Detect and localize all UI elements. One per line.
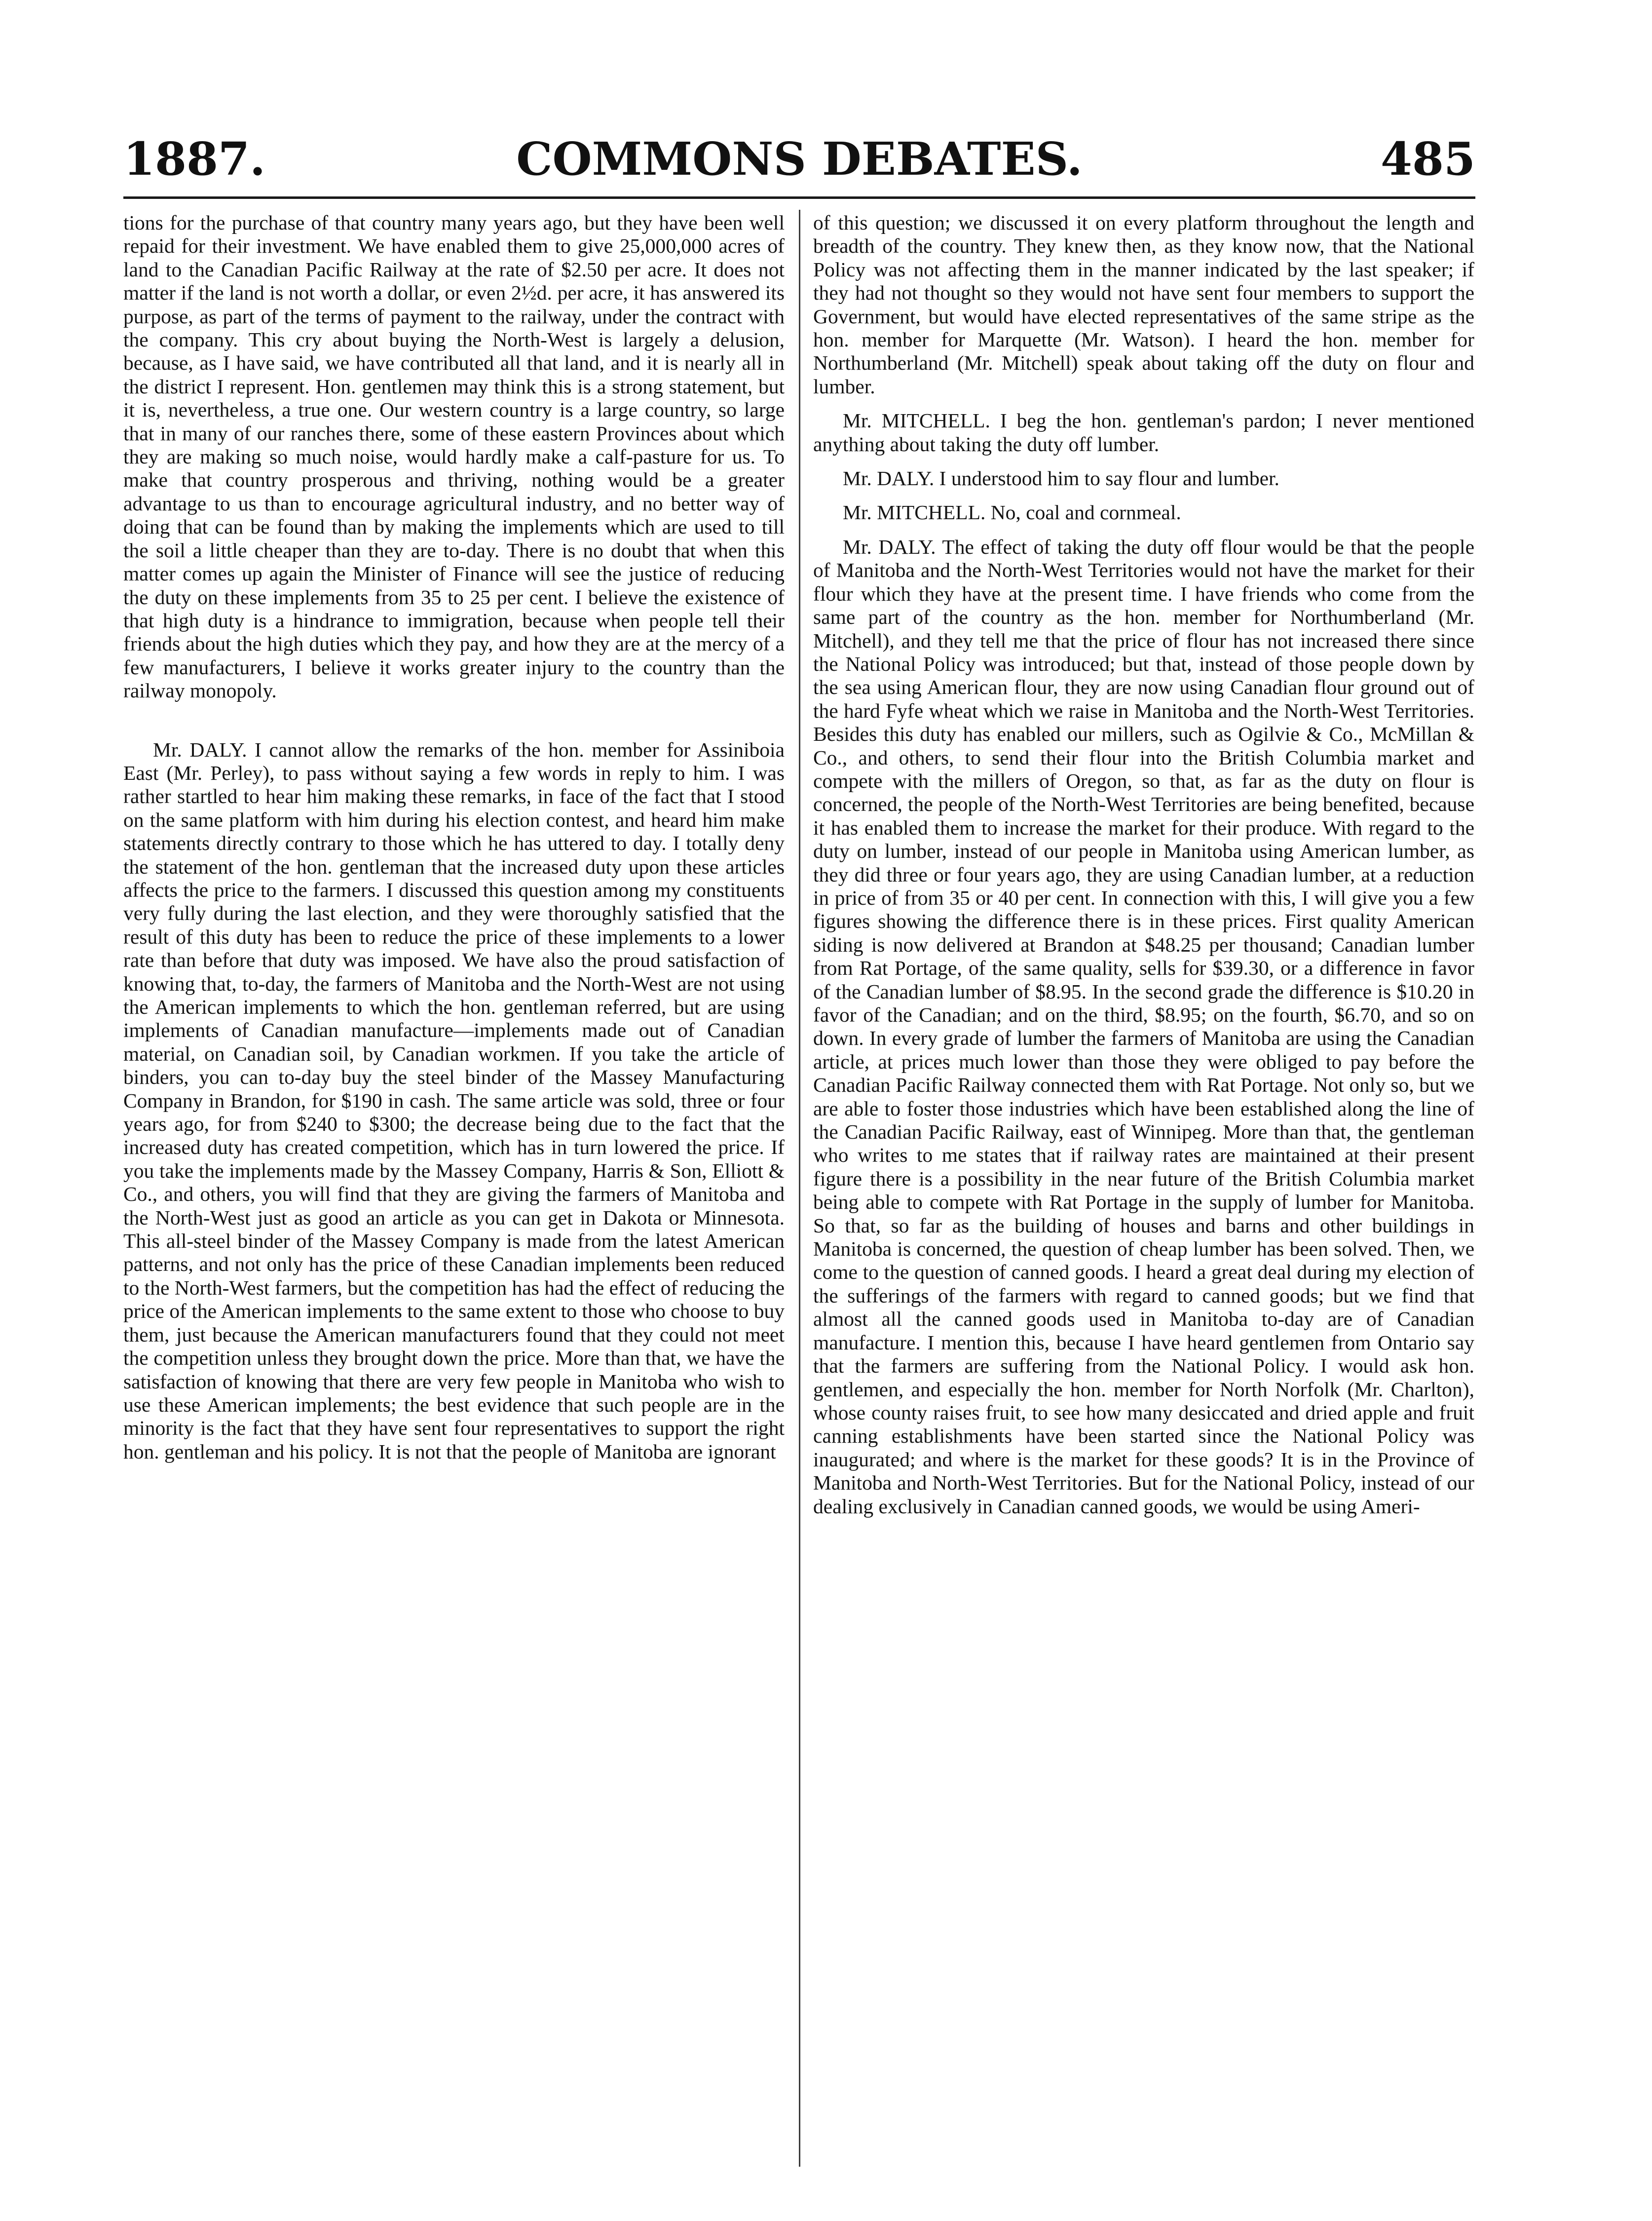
- paragraph-continued: tions for the purchase of that country many years ago, but they have been well repaid for their investment. We have enabled them to give 25,000,000 acres of land to the Canadian Pacific Railway at the rate of $2.50 per acre. It does not matter if the land is not worth a dollar, or even 2½d. per acre, it has answered its purpose, as part of the terms of payment to the railway, under the contract with the company. This cry about buying the North-West is largely a delusion, because, as I have said, we have contributed all that land, and it is nearly all in the district I represent. Hon. gentlemen may think this is a strong statement, but it is, nevertheless, a true one. Our western country is a large country, so large that in many of our ranches there, some of these eastern Provinces about which they are making so much noise, would hardly make a calf-pasture for us. To make that country prosperous and thriving, nothing would be a greater advantage to us than to encourage agricultural industry, and no better way of doing that can be found than by making the implements which are used to till the soil a little cheaper than they are to-day. There is no doubt that when this matter comes up again the Minister of Finance will see the justice of reducing the duty on these implements from 35 to 25 per cent. I believe the existence of that high duty is a hindrance to immigration, because when people tell their friends about the high duties which they pay, and how they are at the mercy of a few manufacturers, I believe it works greater injury to the country than the railway monopoly.: [123, 211, 785, 702]
- paragraph-mr-daly-understood: Mr. DALY. I understood him to say flour and lumber.: [843, 467, 1279, 490]
- left-column: [123, 211, 785, 2166]
- paragraph-mr-daly-flour: Mr. DALY. The effect of taking the duty off flour would be that the people of Manitoba and the North-West Territories would not have the market for their flour which they have at the present time. I have friends who come from the same part of the country as the hon. member for Northumberland (Mr. Mitchell), and they tell me that the price of flour has not increased there since the National Policy was introduced; but that, instead of those people down by the sea using American flour, they are now using Canadian flour ground out of the hard Fyfe wheat which we raise in Manitoba and the North-West Territories. Besides this duty has enabled our millers, such as Ogilvie & Co., McMillan & Co., and others, to send their flour into the British Columbia market and compete with the millers of Oregon, so that, as far as the duty on flour is concerned, the people of the North-West Territories are being benefited, because it has enabled them to increase the market for their produce. With regard to the duty on lumber, instead of our people in Manitoba using American lumber, as they did three or four years ago, they are using Canadian lumber, at a reduction in price of from 35 or 40 per cent. In connection with this, I will give you a few figures showing the difference there is in these prices. First quality American siding is now delivered at Brandon at $48.25 per thousand; Canadian lumber from Rat Portage, of the same quality, sells for $39.30, or a difference in favor of the Canadian lumber of $8.95. In the second grade the difference is $10.20 in favor of the Canadian; and on the third, $8.95; on the fourth, $6.70, and so on down. In every grade of lumber the farmers of Manitoba are using the Canadian article, at prices much lower than those they were obliged to pay before the Canadian Pacific Railway connected them with Rat Portage. Not only so, but we are able to foster those industries which have been established along the line of the Canadian Pacific Railway, east of Winnipeg. More than that, the gentleman who writes to me states that if railway rates are maintained at their present figure there is a possibility in the near future of the British Columbia market being able to compete with Rat Portage in the supply of lumber for Manitoba. So that, so far as the building of houses and barns and other buildings in Manitoba is concerned, the question of cheap lumber has been solved. Then, we come to the question of canned goods. I heard a great deal during my election of the sufferings of the farmers with regard to canned goods; but we find that almost all the canned goods used in Manitoba to-day are of Canadian manufacture. I mention this, because I have heard gentlemen from Ontario say that the farmers are suffering from the National Policy. I would ask hon. gentlemen, and especially the hon. member for North Norfolk (Mr. Charlton), whose county raises fruit, to see how many desiccated and dried apple and fruit canning establishments have been started since the National Policy was inaugurated; and where is the market for these goods? It is in the Province of Manitoba and North-West Territories. But for the National Policy, instead of our dealing exclusively in Canadian canned goods, we would be using Ameri-: [813, 535, 1474, 1518]
- header-rule: [123, 196, 1475, 199]
- right-column: [813, 211, 1474, 2166]
- publication-year: 1887.: [123, 132, 266, 186]
- publication-title: COMMONS DEBATES.: [516, 132, 1083, 186]
- page-number: 485: [1380, 132, 1475, 186]
- paragraph-continued-right: of this question; we discussed it on every platform throughout the length and breadth of the country. They knew then, as they know now, that the National Policy was not affecting them in the manner indicated by the last speaker; if they had not thought so they would not have sent four members to support the Government, but would have elected representatives of the same stripe as the hon. member for Marquette (Mr. Watson). I heard the hon. member for Northumberland (Mr. Mitchell) speak about taking off the duty on flour and lumber.: [813, 211, 1474, 398]
- column-divider: [799, 210, 800, 2167]
- paragraph-mr-daly-reply: Mr. DALY. I cannot allow the remarks of the hon. member for Assiniboia East (Mr. Perley), to pass without saying a few words in reply to him. I was rather startled to hear him making these remarks, in face of the fact that I stood on the same platform with him during his election contest, and heard him make statements directly contrary to those which he has uttered to day. I totally deny the statement of the hon. gentleman that the increased duty upon these articles affects the price to the farmers. I discussed this question among my constituents very fully during the last election, and they were thoroughly satisfied that the result of this duty has been to reduce the price of these implements to a lower rate than before that duty was imposed. We have also the proud satisfaction of knowing that, to-day, the farmers of Manitoba and the North-West are not using the American implements to which the hon. gentleman referred, but are using implements of Canadian manufacture—implements made out of Canadian material, on Canadian soil, by Canadian workmen. If you take the article of binders, you can to-day buy the steel binder of the Massey Manufacturing Company in Brandon, for $190 in cash. The same article was sold, three or four years ago, for from $240 to $300; the decrease being due to the fact that the increased duty has created competition, which has in turn lowered the price. If you take the implements made by the Massey Company, Harris & Son, Elliott & Co., and others, you will find that they are giving the farmers of Manitoba and the North-West just as good an article as you can get in Dakota or Minnesota. This all-steel binder of the Massey Company is made from the latest American patterns, and not only has the price of these Canadian implements been reduced to the North-West farmers, but the competition has had the effect of reducing the price of the American implements to the same extent to those who choose to buy them, just because the American manufacturers found that they could not meet the competition unless they brought down the price. More than that, we have the satisfaction of knowing that there are very few people in Manitoba who wish to use these American implements; the best evidence that such people are in the minority is the fact that they have sent four representatives to support the right hon. gentleman and his policy. It is not that the people of Manitoba are ignorant: [123, 738, 785, 1463]
- page-header: [123, 129, 1475, 189]
- paragraph-mr-mitchell-pardon: Mr. MITCHELL. I beg the hon. gentleman's pardon; I never mentioned anything about taking the duty off lumber.: [813, 409, 1474, 456]
- paragraph-mr-mitchell-coal: Mr. MITCHELL. No, coal and cornmeal.: [843, 501, 1181, 524]
